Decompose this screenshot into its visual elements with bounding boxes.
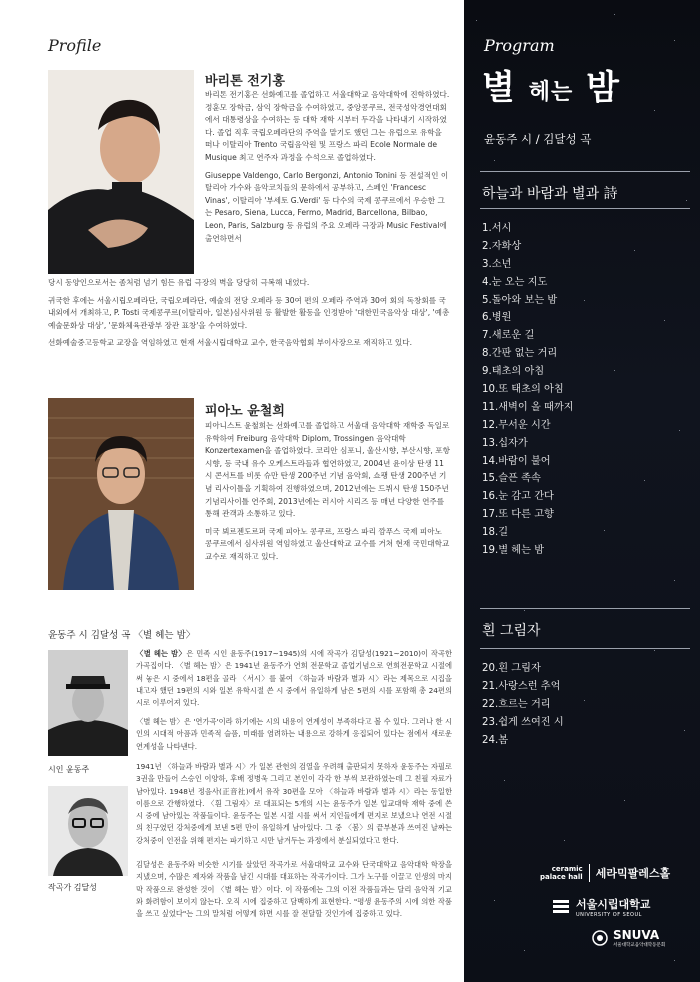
- program-title-part-2: 헤는: [528, 80, 574, 105]
- snuva-logo: [592, 928, 665, 948]
- logo-divider: [589, 864, 590, 882]
- ceramic-logo-line1: ceramic: [551, 865, 583, 873]
- work-intro-title: 〈별 헤는 밤〉: [136, 649, 187, 658]
- song-item: 18.길: [482, 527, 509, 539]
- uos-logo-korean: 서울시립대학교: [576, 898, 651, 911]
- song-item: 22.흐르는 거리: [482, 698, 551, 710]
- university-emblem-icon: [552, 898, 570, 916]
- divider: [480, 608, 690, 609]
- program-column: [464, 0, 700, 982]
- song-item: 11.새벽이 올 때까지: [482, 401, 574, 413]
- song-item: 2.자화상: [482, 240, 522, 252]
- poet-caption: 시인 윤동주: [48, 765, 90, 774]
- baritone-photo: [48, 70, 194, 274]
- composer-photo: [48, 786, 128, 876]
- pianist-bio-p2: 미국 뵈르젠도르퍼 국제 피아노 콩쿠르, 프랑스 파리 깜푸스 국제 피아노 콩쿠르에서 심사위원 역임하였고 울산대학교 교수를 거쳐 현재 국민대학교 교수로 재직하고 있다.: [205, 526, 450, 561]
- ceramic-logo-korean: 세라믹팔레스홀: [595, 867, 671, 880]
- set1-title: 하늘과 바람과 별과 詩: [482, 186, 618, 202]
- snuva-emblem-icon: [592, 930, 608, 946]
- work-intro: [136, 648, 452, 709]
- poet-photo: [48, 650, 128, 756]
- baritone-bio-p4: 귀국한 후에는 서울시립오페라단, 국립오페라단, 예술의 전당 오페라 등 30여 편의 오페라 주역과 30여 회의 독창회를 국내외에서 개최하고, P. Tosti 국제콩쿠르(이탈리아, 일본)심사위원 등 활발한 활동을 인정받아 '대한민국음악상 대상', '예총예술문화상 대상', '문화체육관광부 장관 표창'을 수여하였다.: [48, 295, 450, 330]
- song-item: 6.병원: [482, 312, 512, 324]
- song-item: 7.새로운 길: [482, 330, 535, 342]
- song-item: 14.바람이 불어: [482, 455, 551, 467]
- song-item: 13.십자가: [482, 437, 528, 449]
- song-item: 16.눈 감고 간다: [482, 491, 554, 503]
- song-item: 17.또 다른 고향: [482, 509, 554, 521]
- pianist-bio-p1: 피아니스트 윤철희는 선화예고를 졸업하고 서울대 음악대학 재학중 독일로 유학하여 Freiburg 음악대학 Diplom, Trossingen 음악대학 Konzertexamen을 졸업하였다. 코리안 심포니, 울산시향, 부산시향, 포항시향, 등 국내 유수 오케스트라들과 협연하였고, 2004년 윤이상 탄생 11시 콘서트를 비롯 슈만 탄생 200주년 기념 음악회, 쇼팽 탄생 200주년 기념 리사이틀을 기획하여 진행하였으며, 2012년에는 드뷔시 탄생 150주년 기념리사이틀 연주회, 2013년에는 러시아 시리즈 등 매년 다양한 연주를 통해 관객과 소통하고 있다.: [205, 421, 450, 519]
- ceramic-palace-hall-logo: [540, 864, 670, 882]
- work-para-2: 〈별 헤는 밤〉은 '연가곡'이라 하기에는 시의 내용이 연계성이 부족하다고 볼 수 있다. 그러나 한 시인의 시대적 아픔과 민족적 슬픔, 미래를 염려하는 내용으로 강하게 응집되어 있다는 점에서 새로운 연계성을 나타낸다.: [136, 717, 452, 751]
- song-item: 5.돌아와 보는 밤: [482, 294, 558, 306]
- ceramic-logo-line2: palace hall: [540, 873, 583, 881]
- baritone-bio-p2: Giuseppe Valdengo, Carlo Bergonzi, Antonio Tonini 등 전설적인 이탈리아 가수와 음악코치들의 문하에서 공부하고, 스페인 'Francesc Vinas', 이탈리아 '부세토 G.Verdi' 등 다수의 국제 콩쿠르에서 우승한 그는 Pesaro, Siena, Lucca, Fermo, Madrid, Barcellona, Bilbao, Leon, Paris, Salzburg 등 유럽의 주요 오페라 극장과 Music Festival에 출연하면서: [205, 170, 449, 243]
- baritone-bio: [205, 89, 450, 250]
- divider: [480, 171, 690, 172]
- composer-caption: 작곡가 김달성: [48, 883, 97, 892]
- song-item: 3.소년: [482, 258, 512, 270]
- snuva-logo-sub: 서울대학교음악대학동문회: [613, 943, 666, 948]
- baritone-bio-p3: 당시 동양인으로서는 좀처럼 넘기 힘든 유럽 극장의 벽을 당당히 극복해 내었다.: [48, 278, 310, 287]
- song-item: 4.눈 오는 지도: [482, 276, 548, 288]
- work-para-3: 1941년 〈하늘과 바람과 별과 시〉가 일본 관헌의 검열을 우려해 출판되지 못하자 윤동주는 자필로 3권을 만들어 스승인 이양하, 후배 정병욱 그리고 본인이 각각 한 부씩 보관하였는데 그 친필 자료가 남아있다. 1948년 정음사(正音社)에서 유작 30편을 모아 〈하늘과 바람과 별과 시〉라는 동일한 이름으로 간행하였다. 〈흰 그림자〉로 대표되는 5개의 시는 윤동주가 일본 입교대학 재학 중에 쓴 시 중에 남아있는 작품들이다. 윤동주는 일본 시절 시를 써서 지인들에게 편지로 보냈으나 연전 시절의 친구였던 강처중에게 보낸 5편 만이 유일하게 남아있다. 그 중 〈봄〉의 끝부분과 쓰여진 날짜는 강처중이 인전을 위해 편지는 파기하고 시만 남겨두는 과정에서 분실되었다고 한다.: [136, 762, 452, 845]
- divider: [480, 648, 690, 649]
- song-item: 21.사랑스런 추억: [482, 680, 561, 692]
- program-credit: 윤동주 시 / 김달성 곡: [484, 132, 592, 146]
- program-title-part-3: 밤: [586, 68, 620, 108]
- baritone-bio-wide: [48, 277, 452, 355]
- work-para-4: 김달성은 윤동주와 비슷한 시기를 살았던 작곡가로 서울대학교 교수와 단국대학교 음악대학 학장을 지냈으며, 수많은 제자와 작품을 남긴 시대를 대표하는 작곡가이다. 그가 노구를 이끌고 인생의 마지막 작품으로 완성한 것이 〈별 헤는 밤〉이다. 이 작품에는 그의 이전 작품들과는 달리 음악적 기교와 화려함이 보이지 않는다. 오직 시에 집중하고 담백하게 표현한다. "평생 윤동주의 시에 의한 작품을 쓰고 싶었다"는 그의 말처럼 어떻게 하면 시를 잘 전달할 것인가에 집중하고 있다.: [136, 860, 452, 919]
- work-section-title: 윤동주 시 김달성 곡 〈별 헤는 밤〉: [48, 630, 196, 641]
- baritone-name: 바리톤 전기홍: [205, 74, 285, 89]
- profile-heading: Profile: [48, 36, 102, 55]
- baritone-bio-p5: 선화예술중고등학교 교장을 역임하였고 현재 서울시립대학교 교수, 한국음악협회 부이사장으로 재직하고 있다.: [48, 338, 412, 348]
- set2-song-list: [482, 660, 564, 749]
- song-item: 19.별 헤는 밤: [482, 545, 545, 557]
- pianist-name: 피아노 윤철희: [205, 404, 285, 419]
- university-of-seoul-logo: [552, 896, 650, 918]
- program-heading: Program: [484, 36, 555, 55]
- song-item: 23.쉽게 쓰여진 시: [482, 716, 564, 728]
- song-item: 15.슬픈 족속: [482, 473, 541, 485]
- song-item: 8.간판 없는 거리: [482, 348, 558, 360]
- song-item: 1.서시: [482, 223, 512, 234]
- set2-title: 흰 그림자: [482, 623, 541, 639]
- song-item: 10.또 태초의 아침: [482, 384, 564, 396]
- divider: [480, 208, 690, 209]
- song-item: 24.봄: [482, 734, 509, 746]
- snuva-logo-text: SNUVA: [613, 928, 660, 942]
- song-item: 9.태초의 아침: [482, 366, 545, 378]
- uos-logo-english: UNIVERSITY OF SEOUL: [576, 912, 642, 918]
- program-title: [482, 60, 620, 109]
- program-title-part-1: 별: [482, 68, 516, 108]
- set1-song-list: [482, 220, 574, 560]
- song-item: 12.무서운 시간: [482, 419, 551, 431]
- work-intro-text: 은 민족 시인 윤동주(1917~1945)의 시에 작곡가 김달성(1921~2010)이 작곡한 가곡집이다. 〈별 헤는 밤〉은 1941년 윤동주가 연희 전문학교 졸업기념으로 연희전문학교 시절에 써 놓은 시 중에서 18편을 골라 〈서시〉를 붙여 〈하늘과 바람과 별과 시〉라는 제목으로 시집을 내고자 했던 19편의 시와 일본 유학시절 쓴 시 중에서 유일하게 남은 5편의 시를 포함해 총 24편의 시로 이루어져 있다.: [136, 649, 452, 708]
- baritone-bio-p1: 바리톤 전기홍은 선화예고를 졸업하고 서울대학교 음악대학에 진학하였다. 정훈모 장학금, 삼익 장학금을 수여하였고, 중앙콩쿠르, 전국성악경연대회에서 대통령상을 수여하는 등 대학 재학 시부터 두각을 나타내기 시작하였다. 졸업 직후 국립오페라단의 주역을 맡기도 했던 그는 유럽으로 유학을 떠나 이탈리아 Trento 국립음악원 및 프랑스 파리 Ecole Normale de Musique 최고 연주자 과정을 수석으로 졸업하였다.: [205, 90, 450, 162]
- song-item: 20.흰 그림자: [482, 663, 541, 674]
- pianist-photo: [48, 398, 194, 590]
- pianist-bio: [205, 420, 450, 569]
